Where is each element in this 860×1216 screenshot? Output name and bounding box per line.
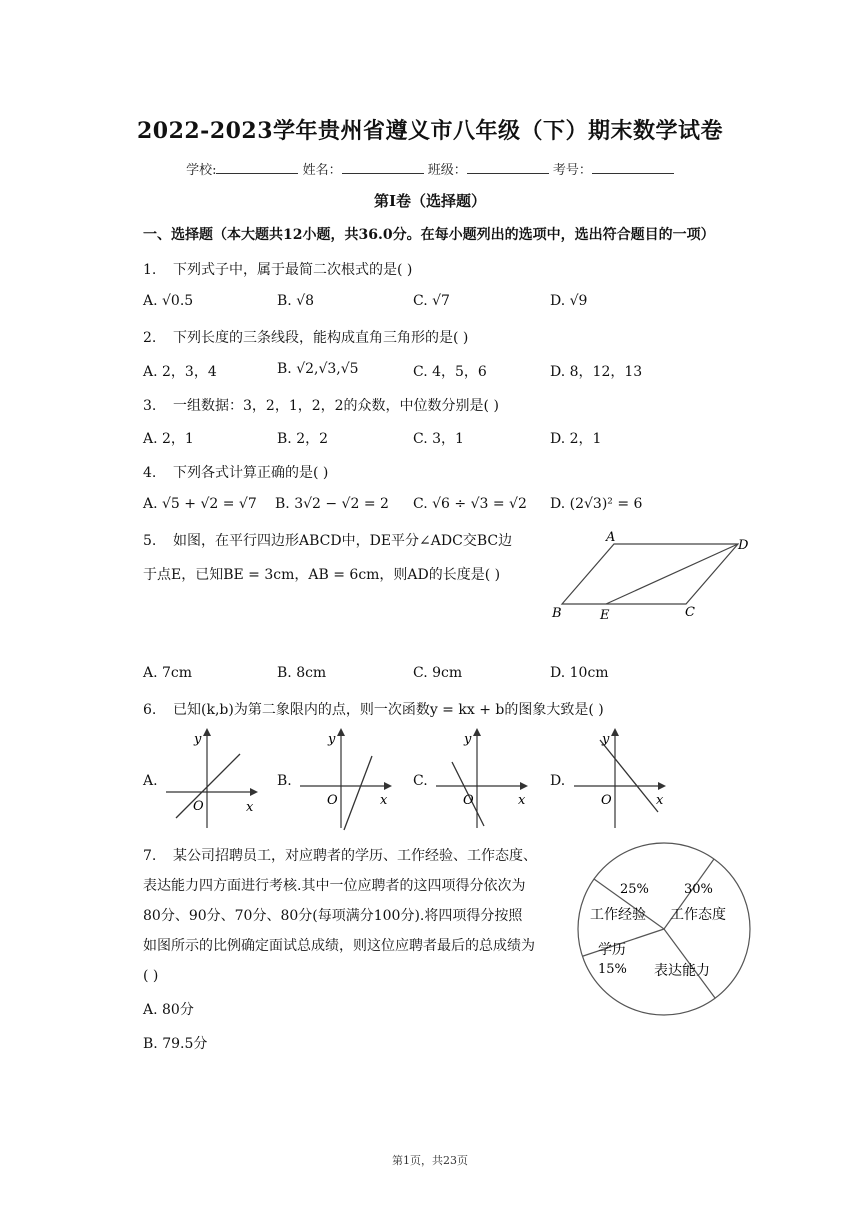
question-number: 6.	[143, 702, 157, 718]
q5-option-c: C. 9cm	[413, 665, 463, 681]
q3-option-c: C. 3，1	[413, 431, 464, 447]
class-blank	[467, 161, 549, 174]
school-label: 学校:	[186, 163, 217, 178]
x-axis-label: x	[656, 793, 664, 808]
q5-option-b: B. 8cm	[277, 665, 327, 681]
page-footer: 第1页，共23页	[392, 1154, 468, 1167]
x-axis-label: x	[246, 800, 254, 815]
q6-option-b: B.	[277, 773, 292, 789]
q3-option-b: B. 2，2	[277, 431, 329, 447]
q1-option-b: B. √8	[277, 293, 315, 309]
question-number: 3.	[143, 398, 157, 414]
q6-option-a: A.	[143, 773, 158, 789]
part-heading: 第I卷（选择题）	[373, 192, 487, 210]
q4-option-c: C. √6 ÷ √3 = √2	[413, 496, 527, 512]
q6-option-d: D.	[550, 773, 566, 789]
slice-education-percent: 15%	[598, 962, 627, 977]
q5-option-a: A. 7cm	[143, 665, 193, 681]
question-stem: 一组数据：3，2，1，2，2的众数，中位数分别是( )	[173, 398, 499, 414]
question-stem: 下列长度的三条线段，能构成直角三角形的是( )	[173, 330, 469, 346]
number-label: 考号：	[552, 163, 592, 178]
question-7-line-3: 80分、90分、70分、80分(每项满分100分).将四项得分按照	[143, 908, 523, 924]
q6-option-c: C.	[413, 773, 428, 789]
label-c: C	[685, 605, 695, 620]
exam-title: 2022-2023学年贵州省遵义市八年级（下）期末数学试卷	[136, 118, 724, 144]
question-7	[143, 841, 537, 1059]
graph-a	[162, 726, 262, 832]
q5-option-d: D. 10cm	[550, 665, 609, 681]
q1-option-c: C. √7	[413, 293, 450, 309]
name-blank	[342, 161, 424, 174]
student-info-line	[0, 159, 860, 178]
question-5-line-2: 于点E，已知BE = 3cm，AB = 6cm，则AD的长度是( )	[143, 567, 501, 583]
question-5	[143, 530, 512, 550]
question-stem: 已知(k,b)为第二象限内的点，则一次函数y = kx + b的图象大致是( )	[173, 702, 604, 718]
y-axis-label: y	[602, 732, 610, 747]
question-number: 2.	[143, 330, 157, 346]
origin-label: O	[601, 793, 612, 808]
q2-option-b: B. √2,√3,√5	[277, 361, 359, 377]
class-label: 班级：	[427, 163, 467, 178]
q2-option-c: C. 4，5，6	[413, 364, 487, 380]
graph-d	[570, 726, 670, 832]
q2-option-a: A. 2，3，4	[143, 364, 217, 380]
question-2	[143, 327, 468, 347]
label-a: A	[606, 530, 616, 545]
slice-education-label: 学历	[598, 942, 626, 958]
graph-c	[432, 726, 532, 832]
label-e: E	[600, 608, 610, 623]
origin-label: O	[463, 793, 474, 808]
score-weight-pie	[576, 841, 752, 1017]
question-stem-line-1: 如图，在平行四边形ABCD中，DE平分∠ADC交BC边	[173, 533, 513, 549]
q1-option-a: A. √0.5	[143, 293, 194, 309]
slice-attitude-percent: 30%	[684, 882, 713, 897]
question-4	[143, 462, 328, 482]
q7-option-a: A. 80分	[143, 1002, 194, 1018]
question-1	[143, 259, 412, 279]
q4-option-a: A. √5 + √2 = √7	[143, 496, 257, 512]
question-3	[143, 395, 499, 415]
question-7-line-5: ( )	[143, 968, 159, 984]
origin-label: O	[193, 799, 204, 814]
q2-option-d: D. 8，12，13	[550, 364, 643, 380]
parallelogram-abcd	[562, 544, 738, 604]
question-stem: 下列各式计算正确的是( )	[173, 465, 329, 481]
y-axis-label: y	[464, 732, 472, 747]
y-axis-label: y	[328, 732, 336, 747]
question-6	[143, 699, 604, 719]
slice-experience-percent: 25%	[620, 882, 649, 897]
q3-option-a: A. 2，1	[143, 431, 194, 447]
name-label: 姓名：	[302, 163, 342, 178]
label-d: D	[738, 538, 749, 553]
question-number: 4.	[143, 465, 157, 481]
q4-option-b: B. 3√2 − √2 = 2	[275, 496, 389, 512]
question-7-line-2: 表达能力四方面进行考核.其中一位应聘者的这四项得分依次为	[143, 878, 526, 894]
school-blank	[216, 161, 298, 174]
parallelogram-figure	[548, 528, 758, 628]
y-axis-label: y	[194, 732, 202, 747]
q7-option-b: B. 79.5分	[143, 1036, 208, 1052]
q4-option-d: D. (2√3)² = 6	[550, 496, 643, 512]
question-7-line-1: 7. 某公司招聘员工，对应聘者的学历、工作经验、工作态度、	[143, 841, 537, 871]
origin-label: O	[327, 793, 338, 808]
x-axis-label: x	[518, 793, 526, 808]
section-heading: 一、选择题（本大题共12小题，共36.0分。在每小题列出的选项中，选出符合题目的一项）	[143, 227, 715, 243]
x-axis-label: x	[380, 793, 388, 808]
question-7-line-4: 如图所示的比例确定面试总成绩，则这位应聘者最后的总成绩为	[143, 938, 535, 954]
q3-option-d: D. 2，1	[550, 431, 602, 447]
graph-b	[296, 726, 396, 832]
question-number: 7.	[143, 848, 157, 864]
slice-experience-label: 工作经验	[590, 907, 646, 923]
label-b: B	[552, 606, 562, 621]
number-blank	[592, 161, 674, 174]
question-number: 1.	[143, 262, 157, 278]
question-number: 5.	[143, 533, 157, 549]
slice-attitude-label: 工作态度	[670, 907, 726, 923]
segment-de	[606, 544, 738, 604]
slice-expression-label: 表达能力	[654, 963, 710, 979]
question-stem: 下列式子中，属于最简二次根式的是( )	[173, 262, 413, 278]
q1-option-d: D. √9	[550, 293, 588, 309]
